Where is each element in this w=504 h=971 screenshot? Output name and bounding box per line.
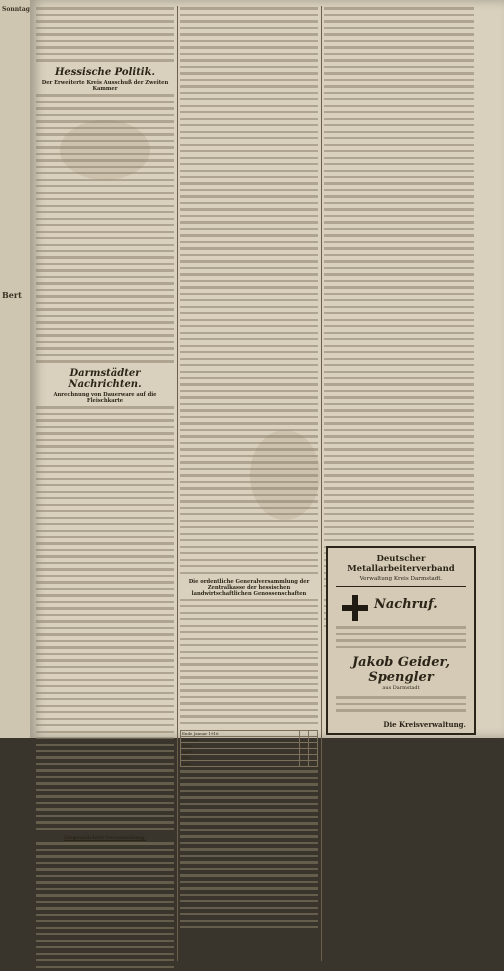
column-2: [180, 6, 318, 961]
text-block: [36, 842, 174, 970]
table-cell: März: [181, 743, 300, 749]
column-rule: [177, 6, 178, 961]
text-block: [180, 599, 318, 727]
text-block: [36, 7, 174, 64]
text-block: [180, 7, 318, 576]
finance-table: [180, 730, 318, 768]
ad-text-block: [328, 691, 474, 714]
subheading-kreis-ausschuss: Der Erweiterte Kreis Ausschuß der Zweiten Kammer: [41, 80, 169, 93]
table-cell: Ende Januar 1916: [181, 730, 300, 736]
margin-fragment: Sonntag: [2, 6, 30, 13]
text-block: [36, 406, 174, 833]
text-block: [180, 770, 318, 931]
adjacent-page-strip: [0, 0, 32, 738]
section-heading-nachrichten: Darmstädter Nachrichten.: [68, 368, 142, 391]
section-heading-politik: Hessische Politik.: [54, 67, 156, 79]
text-block: [36, 94, 174, 365]
subheading-generalversammlung: Die ordentliche Generalversammlung der Zentralkasse der hessischen landwirtschaftlichen Genossenschaften: [188, 578, 310, 597]
ad-union-subtitle: Verwaltung Kreis Darmstadt.: [359, 576, 443, 582]
ad-deceased-name: Jakob Geider, Spengler: [352, 654, 450, 685]
table-cell: April: [181, 749, 300, 755]
table-row: [181, 761, 318, 767]
margin-fragment: Bert: [2, 290, 22, 300]
ad-union-title: Deutscher Metallarbeiterverband: [347, 554, 455, 574]
ad-signature: Die Kreisverwaltung.: [383, 720, 466, 730]
subheading-ziegenzuechter: Ziegenzüchter-Versammlung.: [63, 834, 147, 841]
column-1: [36, 6, 174, 961]
table-cell: Februar: [181, 737, 300, 743]
ad-text-block: [328, 621, 474, 651]
table-cell: Mai: [181, 755, 300, 761]
column-rule: [321, 6, 322, 961]
table-cell: [299, 761, 308, 767]
text-block: [324, 7, 474, 589]
iron-cross-icon: [342, 595, 368, 621]
subheading-fleischkarte: Anrechnung von Dauerware auf die Fleischkarte: [53, 392, 157, 405]
ad-divider: [336, 586, 466, 587]
table-cell: Juni: [181, 761, 300, 767]
table-cell: [308, 761, 317, 767]
ad-deceased-city: aus Darmstadt: [382, 684, 420, 691]
obituary-advertisement: [326, 546, 476, 735]
ad-nachruf-heading: Nachruf.: [374, 597, 438, 612]
